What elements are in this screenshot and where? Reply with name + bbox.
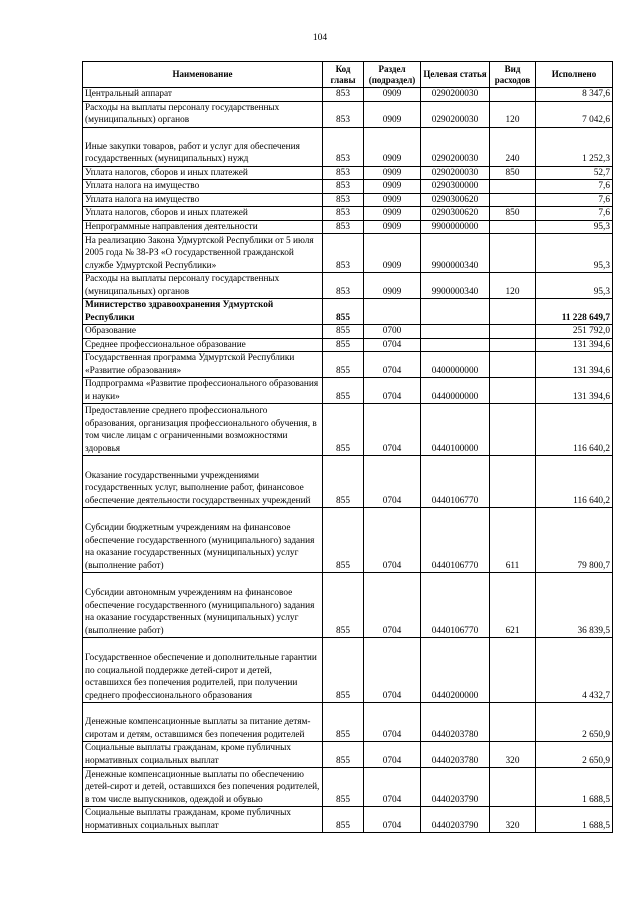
- row-expense-type: [490, 768, 536, 807]
- row-expense-type: [490, 220, 536, 234]
- row-target-item: 0440203790: [421, 768, 490, 807]
- row-section: 0704: [364, 768, 421, 807]
- row-target-item: 0440200000: [421, 638, 490, 703]
- table-row: [83, 508, 613, 573]
- row-chapter-code: 853: [323, 127, 364, 166]
- row-expense-type: 320: [490, 807, 536, 833]
- row-section: 0909: [364, 220, 421, 234]
- table-row: [83, 807, 613, 833]
- row-name: Предоставление среднего профессионального образования, организация профессионального обучения, в том числе лицам с ограниченными возможностями здоровья: [83, 404, 323, 456]
- header-target-item: Целевая статья: [421, 62, 490, 88]
- header-amount: Исполнено: [536, 62, 613, 88]
- row-amount: 95,3: [536, 220, 613, 234]
- row-expense-type: [490, 234, 536, 273]
- row-amount: 4 432,7: [536, 638, 613, 703]
- row-chapter-code: 855: [323, 404, 364, 456]
- row-name: Расходы на выплаты персоналу государственных (муниципальных) органов: [83, 101, 323, 127]
- row-amount: 36 839,5: [536, 573, 613, 638]
- table-row: [83, 88, 613, 102]
- row-chapter-code: 853: [323, 101, 364, 127]
- row-amount: 52,7: [536, 166, 613, 180]
- row-name: Иные закупки товаров, работ и услуг для обеспечения государственных (муниципальных) нужд: [83, 127, 323, 166]
- row-section: 0704: [364, 703, 421, 742]
- row-section: 0704: [364, 352, 421, 378]
- row-section: 0909: [364, 180, 421, 194]
- row-name: Центральный аппарат: [83, 88, 323, 102]
- row-expense-type: 611: [490, 508, 536, 573]
- row-chapter-code: 853: [323, 234, 364, 273]
- row-chapter-code: 855: [323, 768, 364, 807]
- row-amount: 95,3: [536, 273, 613, 299]
- row-section: 0704: [364, 508, 421, 573]
- table-row: [83, 573, 613, 638]
- table-row: [83, 207, 613, 221]
- row-section: 0909: [364, 234, 421, 273]
- row-amount: 116 640,2: [536, 404, 613, 456]
- row-chapter-code: 855: [323, 338, 364, 352]
- row-amount: 95,3: [536, 234, 613, 273]
- row-target-item: 0290300620: [421, 193, 490, 207]
- table-row: [83, 299, 613, 325]
- header-chapter-code: Код главы: [323, 62, 364, 88]
- table-row: [83, 338, 613, 352]
- row-expense-type: [490, 456, 536, 508]
- row-expense-type: [490, 352, 536, 378]
- header-section: Раздел (подраздел): [364, 62, 421, 88]
- row-chapter-code: 855: [323, 378, 364, 404]
- row-expense-type: [490, 325, 536, 339]
- table-row: [83, 638, 613, 703]
- row-target-item: 0290200030: [421, 127, 490, 166]
- row-target-item: 0440203780: [421, 703, 490, 742]
- row-amount: 131 394,6: [536, 378, 613, 404]
- row-expense-type: 621: [490, 573, 536, 638]
- row-amount: 7 042,6: [536, 101, 613, 127]
- header-expense-type: Вид расходов: [490, 62, 536, 88]
- table-row: [83, 378, 613, 404]
- row-target-item: 0290300620: [421, 207, 490, 221]
- row-amount: 7,6: [536, 180, 613, 194]
- row-chapter-code: 855: [323, 299, 364, 325]
- row-expense-type: 320: [490, 742, 536, 768]
- row-amount: 79 800,7: [536, 508, 613, 573]
- row-name: Оказание государственными учреждениями государственных услуг, выполнение работ, финансовое обеспечение деятельности государственных учреждений: [83, 456, 323, 508]
- page-number: 104: [312, 33, 328, 43]
- row-chapter-code: 855: [323, 352, 364, 378]
- table-row: [83, 768, 613, 807]
- row-name: Министерство здравоохранения Удмуртской Республики: [83, 299, 323, 325]
- row-chapter-code: 853: [323, 180, 364, 194]
- row-name: Образование: [83, 325, 323, 339]
- row-name: Непрограммные направления деятельности: [83, 220, 323, 234]
- row-section: 0704: [364, 338, 421, 352]
- table-row: [83, 220, 613, 234]
- row-chapter-code: 853: [323, 220, 364, 234]
- row-amount: 251 792,0: [536, 325, 613, 339]
- table-row: [83, 703, 613, 742]
- row-target-item: 0440100000: [421, 404, 490, 456]
- row-name: Уплата налога на имущество: [83, 180, 323, 194]
- row-section: 0704: [364, 807, 421, 833]
- row-amount: 1 688,5: [536, 807, 613, 833]
- row-name: Социальные выплаты гражданам, кроме публичных нормативных социальных выплат: [83, 742, 323, 768]
- row-chapter-code: 855: [323, 742, 364, 768]
- row-expense-type: [490, 180, 536, 194]
- row-section: [364, 299, 421, 325]
- row-target-item: 9900000340: [421, 273, 490, 299]
- row-amount: 7,6: [536, 193, 613, 207]
- row-name: Уплата налогов, сборов и иных платежей: [83, 207, 323, 221]
- table-row: [83, 325, 613, 339]
- row-expense-type: 240: [490, 127, 536, 166]
- row-section: 0909: [364, 166, 421, 180]
- table-row: [83, 166, 613, 180]
- row-amount: 1 252,3: [536, 127, 613, 166]
- table-row: [83, 234, 613, 273]
- row-amount: 131 394,6: [536, 338, 613, 352]
- row-name: Уплата налогов, сборов и иных платежей: [83, 166, 323, 180]
- table-row: [83, 404, 613, 456]
- row-target-item: 0290200030: [421, 88, 490, 102]
- row-section: 0909: [364, 88, 421, 102]
- row-section: 0909: [364, 273, 421, 299]
- row-name: Уплата налога на имущество: [83, 193, 323, 207]
- row-chapter-code: 855: [323, 703, 364, 742]
- row-name: Социальные выплаты гражданам, кроме публичных нормативных социальных выплат: [83, 807, 323, 833]
- row-amount: 2 650,9: [536, 703, 613, 742]
- row-name: Субсидии бюджетным учреждениям на финансовое обеспечение государственного (муниципального) задания на оказание государственных (муниципальных) услуг (выполнение работ): [83, 508, 323, 573]
- row-expense-type: [490, 338, 536, 352]
- row-chapter-code: 855: [323, 807, 364, 833]
- row-name: Государственная программа Удмуртской Республики «Развитие образования»: [83, 352, 323, 378]
- row-chapter-code: 853: [323, 193, 364, 207]
- row-name: Денежные компенсационные выплаты за питание детям-сиротам и детям, оставшимся без попечения родителей: [83, 703, 323, 742]
- row-expense-type: 850: [490, 166, 536, 180]
- table-row: [83, 180, 613, 194]
- row-name: Среднее профессиональное образование: [83, 338, 323, 352]
- row-expense-type: 120: [490, 273, 536, 299]
- row-chapter-code: 853: [323, 88, 364, 102]
- row-target-item: 0400000000: [421, 352, 490, 378]
- row-target-item: [421, 325, 490, 339]
- row-target-item: [421, 338, 490, 352]
- table-header-row: [83, 62, 613, 88]
- row-section: 0909: [364, 207, 421, 221]
- row-expense-type: 120: [490, 101, 536, 127]
- table-row: [83, 101, 613, 127]
- row-expense-type: [490, 193, 536, 207]
- row-name: Субсидии автономным учреждениям на финансовое обеспечение государственного (муниципального) задания на оказание государственных (муниципальных) услуг (выполнение работ): [83, 573, 323, 638]
- row-amount: 11 228 649,7: [536, 299, 613, 325]
- row-target-item: 9900000340: [421, 234, 490, 273]
- row-target-item: [421, 299, 490, 325]
- row-target-item: 9900000000: [421, 220, 490, 234]
- row-target-item: 0440203780: [421, 742, 490, 768]
- table-row: [83, 127, 613, 166]
- row-name: Подпрограмма «Развитие профессионального образования и науки»: [83, 378, 323, 404]
- row-amount: 2 650,9: [536, 742, 613, 768]
- row-section: 0704: [364, 742, 421, 768]
- row-amount: 116 640,2: [536, 456, 613, 508]
- row-amount: 8 347,6: [536, 88, 613, 102]
- row-target-item: 0440000000: [421, 378, 490, 404]
- row-amount: 7,6: [536, 207, 613, 221]
- table-row: [83, 742, 613, 768]
- row-section: 0704: [364, 378, 421, 404]
- row-chapter-code: 855: [323, 508, 364, 573]
- table-row: [83, 352, 613, 378]
- row-section: 0909: [364, 101, 421, 127]
- row-target-item: 0440203790: [421, 807, 490, 833]
- row-name: На реализацию Закона Удмуртской Республики от 5 июля 2005 года № 38-РЗ «О государственной гражданской службе Удмуртской Республики»: [83, 234, 323, 273]
- row-expense-type: [490, 378, 536, 404]
- row-target-item: 0440106770: [421, 573, 490, 638]
- row-section: 0704: [364, 456, 421, 508]
- table-row: [83, 193, 613, 207]
- row-expense-type: [490, 299, 536, 325]
- row-amount: 131 394,6: [536, 352, 613, 378]
- row-expense-type: 850: [490, 207, 536, 221]
- budget-execution-table: [82, 61, 613, 833]
- row-chapter-code: 855: [323, 573, 364, 638]
- row-chapter-code: 855: [323, 638, 364, 703]
- row-chapter-code: 853: [323, 273, 364, 299]
- header-name: Наименование: [83, 62, 323, 88]
- row-chapter-code: 855: [323, 325, 364, 339]
- row-name: Денежные компенсационные выплаты по обеспечению детей-сирот и детей, оставшихся без попечения родителей, в том числе выпускников, одеждой и обувью: [83, 768, 323, 807]
- row-chapter-code: 853: [323, 207, 364, 221]
- row-section: 0700: [364, 325, 421, 339]
- row-chapter-code: 853: [323, 166, 364, 180]
- row-target-item: 0290200030: [421, 166, 490, 180]
- row-target-item: 0290200030: [421, 101, 490, 127]
- row-section: 0704: [364, 404, 421, 456]
- row-expense-type: [490, 404, 536, 456]
- row-amount: 1 688,5: [536, 768, 613, 807]
- row-expense-type: [490, 703, 536, 742]
- row-target-item: 0290300000: [421, 180, 490, 194]
- row-target-item: 0440106770: [421, 508, 490, 573]
- table-row: [83, 456, 613, 508]
- row-name: Государственное обеспечение и дополнительные гарантии по социальной поддержке детей-сирот и детей, оставшихся без попечения родителей, при получении среднего профессионального образования: [83, 638, 323, 703]
- row-expense-type: [490, 88, 536, 102]
- row-section: 0909: [364, 127, 421, 166]
- row-expense-type: [490, 638, 536, 703]
- row-chapter-code: 855: [323, 456, 364, 508]
- row-target-item: 0440106770: [421, 456, 490, 508]
- row-section: 0704: [364, 638, 421, 703]
- row-section: 0909: [364, 193, 421, 207]
- table-row: [83, 273, 613, 299]
- row-name: Расходы на выплаты персоналу государственных (муниципальных) органов: [83, 273, 323, 299]
- row-section: 0704: [364, 573, 421, 638]
